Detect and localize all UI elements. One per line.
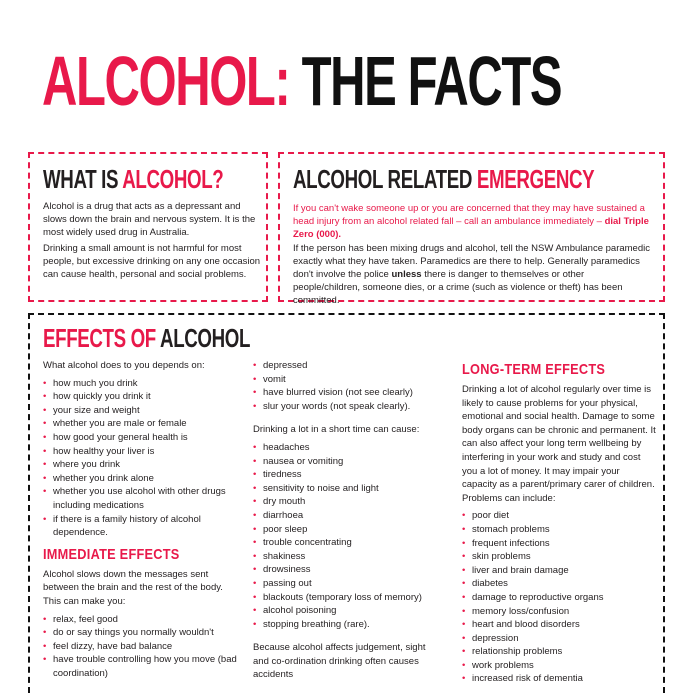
list-item: • diarrhoea bbox=[253, 509, 443, 523]
list-item: • alcohol poisoning bbox=[253, 604, 443, 618]
what-is-alcohol-box bbox=[28, 152, 268, 302]
list-item: • headaches bbox=[253, 441, 443, 455]
list-item: • depressed bbox=[253, 359, 443, 373]
list-item: • whether you use alcohol with other drugs including medications bbox=[43, 485, 243, 512]
short-time-intro: Drinking a lot in a short time can cause: bbox=[253, 424, 420, 436]
emergency-alert bbox=[293, 202, 651, 241]
long-term-intro: Drinking a lot of alcohol regularly over time is likely to cause problems for your physical, emotional and social health. Damage to some body organs can be chronic and permanent. It can also affect your long term wellbeing by interfering in your work and study and cost you a lot of money. It may impair your capacity as a parent/primary carer of children. Problems can include: bbox=[462, 384, 656, 504]
list-item: • vomit bbox=[253, 373, 443, 387]
list-item: • how quickly you drink it bbox=[43, 390, 243, 404]
emergency-box bbox=[278, 152, 665, 306]
emergency-body bbox=[293, 242, 651, 307]
list-item: • slur your words (not speak clearly). bbox=[253, 400, 443, 414]
list-item: • drowsiness bbox=[253, 563, 443, 577]
list-item: • have blurred vision (not see clearly) bbox=[253, 386, 443, 400]
list-item: • memory loss/confusion bbox=[462, 605, 657, 619]
effects-heading bbox=[43, 323, 250, 353]
list-item: • skin problems bbox=[462, 550, 657, 564]
list-item: • diabetes bbox=[462, 577, 657, 591]
list-item: • passing out bbox=[253, 577, 443, 591]
list-item: • trouble concentrating bbox=[253, 536, 443, 550]
heading-prefix: WHAT IS bbox=[43, 164, 123, 194]
page-title bbox=[42, 40, 561, 122]
list-item: • liver and brain damage bbox=[462, 564, 657, 578]
list-item: • your size and weight bbox=[43, 404, 243, 418]
list-item: • blackouts (temporary loss of memory) bbox=[253, 591, 443, 605]
list-item: • work problems bbox=[462, 659, 657, 673]
immediate-effects-heading: IMMEDIATE EFFECTS bbox=[43, 545, 180, 563]
depends-on-list bbox=[43, 377, 243, 540]
title-highlight: ALCOHOL: bbox=[42, 42, 290, 120]
emergency-alert-text: If you can't wake someone up or you are concerned that they may have sustained a head injury from an alcohol related fall – call an ambulance immediately – bbox=[293, 203, 645, 227]
list-item: • frequent infections bbox=[462, 537, 657, 551]
immediate-effects-intro: Alcohol slows down the messages sent between the brain and the rest of the body. This can make you: bbox=[43, 568, 223, 607]
list-item: • increased risk of dementia bbox=[462, 672, 657, 686]
list-item: • nausea or vomiting bbox=[253, 455, 443, 469]
heading-prefix: ALCOHOL RELATED bbox=[293, 164, 477, 194]
list-item: • how good your general health is bbox=[43, 431, 243, 445]
list-item: • depression bbox=[462, 632, 657, 646]
immediate-effects-list-continued bbox=[253, 359, 443, 413]
effects-column-2 bbox=[253, 359, 443, 686]
list-item: • stopping breathing (rare). bbox=[253, 618, 443, 632]
emergency-body-part-2: there is danger to themselves or other people/children, someone dies, or a crime (such as violence or theft) has been committed. bbox=[293, 269, 623, 306]
list-item: • relax, feel good bbox=[43, 613, 243, 627]
list-item: • heart and blood disorders bbox=[462, 618, 657, 632]
list-item: • sensitivity to noise and light bbox=[253, 482, 443, 496]
list-item: • whether you are male or female bbox=[43, 417, 243, 431]
list-item: • if there is a family history of alcohol dependence. bbox=[43, 513, 243, 540]
list-item: • do or say things you normally wouldn't bbox=[43, 626, 243, 640]
what-is-alcohol-para-2: Drinking a small amount is not harmful for most people, but excessive drinking on any one occasion can cause health, personal and social problems. bbox=[43, 243, 261, 280]
what-is-alcohol-heading bbox=[43, 164, 223, 194]
list-item: • tiredness bbox=[253, 468, 443, 482]
emergency-alert-bold: dial Triple Zero (000). bbox=[293, 216, 649, 240]
title-main: THE FACTS bbox=[301, 42, 562, 120]
effects-column-1 bbox=[43, 359, 243, 686]
effects-column-3 bbox=[462, 361, 657, 692]
list-item: • poor diet bbox=[462, 509, 657, 523]
list-item: • poor sleep bbox=[253, 523, 443, 537]
list-item: • where you drink bbox=[43, 458, 243, 472]
list-item: • have trouble controlling how you move (bad coordination) bbox=[43, 653, 243, 680]
heading-highlight: ALCOHOL? bbox=[122, 164, 224, 194]
list-item: • relationship problems bbox=[462, 645, 657, 659]
heading-highlight: ALCOHOL bbox=[160, 323, 251, 353]
heading-prefix: EFFECTS OF bbox=[43, 323, 161, 353]
heading-highlight: EMERGENCY bbox=[476, 164, 595, 194]
emergency-body-bold: unless bbox=[391, 269, 422, 280]
long-term-effects-heading: LONG-TERM EFFECTS bbox=[462, 361, 606, 378]
short-time-list bbox=[253, 441, 443, 631]
effects-of-alcohol-box bbox=[28, 313, 665, 693]
list-item: • feel dizzy, have bad balance bbox=[43, 640, 243, 654]
list-item: • damage to reproductive organs bbox=[462, 591, 657, 605]
immediate-effects-list bbox=[43, 613, 243, 681]
emergency-body-part-1: If the person has been mixing drugs and alcohol, tell the NSW Ambulance paramedic exactly what they have taken. Paramedics are there to help. Generally paramedics don't involve the police bbox=[293, 243, 650, 280]
what-is-alcohol-para-1: Alcohol is a drug that acts as a depressant and slows down the brain and nervous system. It is the most widely used drug in Australia. bbox=[43, 201, 256, 238]
list-item: • how much you drink bbox=[43, 377, 243, 391]
list-item: • how healthy your liver is bbox=[43, 445, 243, 459]
effects-intro: What alcohol does to you depends on: bbox=[43, 360, 205, 371]
list-item: • whether you drink alone bbox=[43, 472, 243, 486]
emergency-heading bbox=[293, 164, 594, 194]
list-item: • shakiness bbox=[253, 550, 443, 564]
list-item: • dry mouth bbox=[253, 495, 443, 509]
judgement-text: Because alcohol affects judgement, sight and co-ordination drinking often causes accidents bbox=[253, 642, 426, 681]
list-item: • stomach problems bbox=[462, 523, 657, 537]
long-term-list bbox=[462, 509, 657, 686]
